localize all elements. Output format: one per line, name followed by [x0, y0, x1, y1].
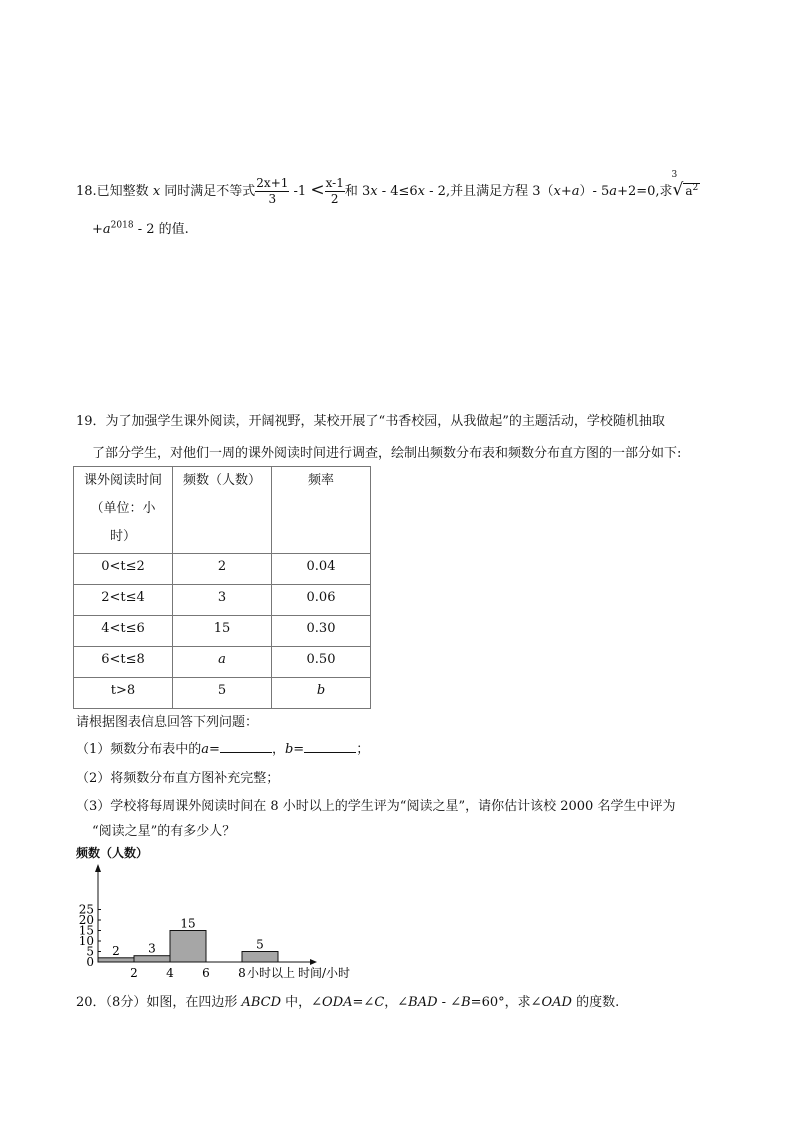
text: ； [356, 742, 370, 757]
var: ABCD [241, 995, 282, 1010]
header-line: 课外阅读时间 [83, 473, 162, 488]
table-row [74, 647, 371, 678]
text: - ∠ [437, 995, 462, 1010]
text: + [92, 222, 103, 237]
frac-num: x-1 [325, 176, 344, 190]
frac-den: 3 [268, 192, 277, 206]
frac-den: 2 [330, 192, 339, 206]
y-axis-arrow [95, 864, 101, 872]
text: ）- 5 [579, 184, 610, 199]
text: 的度数. [571, 995, 620, 1010]
cell-rate: 0.04 [272, 554, 371, 585]
x-axis-arrow [310, 959, 317, 965]
cell-interval: t>8 [74, 678, 173, 709]
q19-prompt: 请根据图表信息回答下列问题： [76, 715, 259, 730]
header-rate: 频率 [272, 467, 371, 554]
frequency-table [73, 466, 371, 709]
radical-sign: √ [672, 180, 684, 200]
var: a [571, 184, 580, 199]
header-line: 时） [109, 529, 136, 544]
table-row [74, 616, 371, 647]
text: =60°，求∠ [470, 995, 542, 1010]
var: a [201, 742, 210, 757]
cell-count: 5 [173, 678, 272, 709]
table-row [74, 678, 371, 709]
x-extra-label: 小时以上 [247, 966, 296, 980]
q19-sub3-line2: “阅读之星”的有多少人？ [92, 824, 236, 839]
table-header-row [74, 467, 371, 554]
root-exp: 2 [692, 183, 699, 193]
text: =∠ [352, 995, 375, 1010]
text: ， [271, 742, 285, 757]
histogram-bar [170, 931, 206, 963]
var: b [284, 742, 294, 757]
q19-line2: 了部分学生，对他们一周的课外阅读时间进行调查，绘制出频数分布表和频数分布直方图的一部分如下: [92, 446, 682, 461]
text: = [209, 742, 220, 757]
x-tick-label: 2 [130, 966, 138, 980]
q20-line [76, 991, 619, 1010]
y-tick-label: 5 [86, 944, 94, 959]
fraction-1 [255, 176, 289, 207]
answer-blank[interactable] [304, 740, 356, 753]
frac-num: 2x+1 [256, 176, 289, 190]
var: BAD [408, 995, 438, 1010]
text: 18.已知整数 [76, 184, 153, 199]
bar-value-label: 2 [112, 943, 120, 958]
text: - 2,并且满足方程 3（ [425, 184, 554, 199]
text: +2=0,求 [617, 184, 673, 199]
cell-rate: b [272, 678, 371, 709]
var: C [374, 995, 385, 1010]
y-tick-label: 25 [78, 902, 94, 917]
text: - 2 的值. [133, 222, 189, 237]
q19-sub3-line1: （3）学校将每周课外阅读时间在 8 小时以上的学生评为“阅读之星”，请你估计该校 2000 名学生中评为 [76, 799, 676, 814]
x-tick-label: 8 [238, 966, 246, 980]
var: a [609, 184, 618, 199]
var: a [102, 222, 111, 237]
text: = [293, 742, 305, 757]
cell-count: 15 [173, 616, 272, 647]
chart-ylabel: 频数（人数） [76, 846, 149, 860]
var: x [417, 184, 426, 199]
table-row [74, 554, 371, 585]
answer-blank[interactable] [220, 740, 272, 753]
cell-count: a [173, 647, 272, 678]
cell-rate: 0.06 [272, 585, 371, 616]
text: 和 3 [344, 184, 371, 199]
y-tick-label: 0 [86, 955, 94, 969]
cell-rate: 0.50 [272, 647, 371, 678]
text: 20．（8分）如图，在四边形 [76, 995, 242, 1010]
text: -1 [289, 184, 311, 199]
less-than: < [310, 180, 325, 200]
bar-value-label: 15 [180, 916, 196, 931]
text: 同时满足不等式 [160, 184, 256, 199]
text: + [560, 184, 572, 199]
cube-root [671, 170, 701, 200]
y-tick-label: 10 [78, 934, 94, 948]
header-frequency: 频数（人数） [173, 467, 272, 554]
cell-interval: 2<t≤4 [74, 585, 173, 616]
x-axis-label: 时间/小时 [298, 966, 351, 980]
histogram-bar [98, 958, 134, 962]
histogram-bar [134, 956, 170, 962]
q19-line1: 19．为了加强学生课外阅读，开阔视野，某校开展了“书香校园，从我做起”的主题活动，学校随机抽取 [76, 414, 665, 429]
x-tick-label: 4 [166, 966, 174, 980]
histogram [70, 862, 380, 982]
var: OAD [541, 995, 572, 1010]
var: x [553, 184, 561, 199]
x-tick-label: 6 [202, 966, 210, 980]
header-time [74, 467, 173, 554]
y-tick-label: 20 [78, 913, 94, 927]
header-line: （单位：小 [90, 501, 156, 516]
q18-line2 [92, 218, 189, 237]
var: ODA [322, 995, 353, 1010]
q18-line1 [76, 170, 700, 207]
cell-interval: 4<t≤6 [74, 616, 173, 647]
var: x [152, 184, 161, 199]
cell-interval: 6<t≤8 [74, 647, 173, 678]
bar-value-label: 5 [256, 937, 264, 952]
q19-sub1 [76, 738, 369, 757]
histogram-bar [242, 952, 278, 963]
fraction-2 [325, 176, 345, 207]
cell-rate: 0.30 [272, 616, 371, 647]
text: - 4≤6 [377, 184, 418, 199]
cell-interval: 0<t≤2 [74, 554, 173, 585]
root-body [683, 183, 700, 198]
var: B [461, 995, 471, 1010]
q19-sub2: （2）将频数分布直方图补充完整； [76, 771, 280, 786]
exponent: 2018 [110, 220, 134, 231]
cell-count: 2 [173, 554, 272, 585]
y-tick-label: 15 [78, 923, 94, 938]
bar-value-label: 3 [148, 941, 156, 956]
text: ，∠ [384, 995, 409, 1010]
var: x [370, 184, 378, 199]
text: （1）频数分布表中的 [76, 742, 202, 757]
root-index: 3 [671, 170, 678, 180]
root-var: a [685, 184, 693, 198]
cell-count: 3 [173, 585, 272, 616]
text: 中，∠ [281, 995, 323, 1010]
table-row [74, 585, 371, 616]
